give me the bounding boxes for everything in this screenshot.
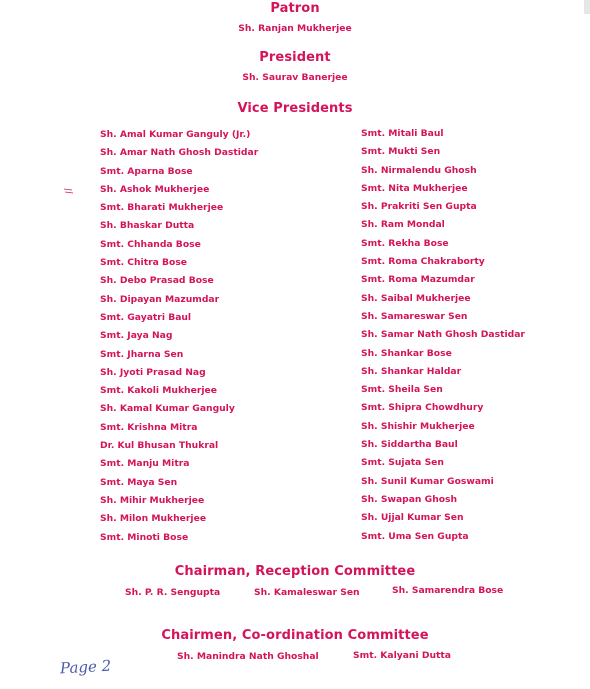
vp-name: Smt. Aparna Bose bbox=[100, 165, 193, 177]
vp-name: Smt. Jaya Nag bbox=[100, 330, 173, 342]
vp-name: Sh. Samar Nath Ghosh Dastidar bbox=[361, 329, 525, 341]
vp-name: Smt. Rekha Bose bbox=[361, 237, 449, 249]
president-heading: President bbox=[259, 50, 331, 65]
vp-name: Smt. Chitra Bose bbox=[100, 257, 188, 269]
vp-name: Sh. Debo Prasad Bose bbox=[100, 275, 214, 287]
vp-name: Smt. Manju Mitra bbox=[100, 458, 190, 470]
vp-name: Sh. Shankar Bose bbox=[361, 347, 452, 359]
vp-name: Sh. Sunil Kumar Goswami bbox=[361, 475, 494, 487]
patron-heading: Patron bbox=[270, 1, 320, 16]
coordination-name: Smt. Kalyani Dutta bbox=[353, 650, 451, 661]
vp-name: Smt. Maya Sen bbox=[100, 476, 178, 488]
patron-name: Sh. Ranjan Mukherjee bbox=[238, 23, 352, 34]
vice-presidents-left-column bbox=[100, 126, 258, 547]
vp-name: Sh. Ram Mondal bbox=[361, 219, 445, 231]
vp-name: Sh. Siddartha Baul bbox=[361, 439, 458, 451]
vp-name: Sh. Nirmalendu Ghosh bbox=[361, 164, 477, 176]
vp-name: Sh. Samareswar Sen bbox=[361, 310, 468, 322]
vp-name: Smt. Sujata Sen bbox=[361, 457, 444, 469]
vp-name: Sh. Kamal Kumar Ganguly bbox=[100, 403, 235, 415]
vp-name: Smt. Minoti Bose bbox=[100, 531, 189, 543]
vp-name: Smt. Shipra Chowdhury bbox=[361, 402, 484, 414]
vp-name: Smt. Gayatri Baul bbox=[100, 311, 192, 323]
vp-name: Sh. Mihir Mukherjee bbox=[100, 494, 205, 506]
vp-name: Smt. Bharati Mukherjee bbox=[100, 202, 224, 214]
reception-name: Sh. Samarendra Bose bbox=[392, 585, 504, 596]
vp-name: Smt. Nita Mukherjee bbox=[361, 182, 468, 194]
reception-name: Sh. Kamaleswar Sen bbox=[254, 587, 360, 598]
president-name: Sh. Saurav Banerjee bbox=[242, 72, 348, 83]
vp-name: Sh. Shishir Mukherjee bbox=[361, 420, 475, 432]
vp-name: Smt. Chhanda Bose bbox=[100, 238, 201, 250]
vp-name: Smt. Kakoli Mukherjee bbox=[100, 385, 217, 397]
reception-committee-heading: Chairman, Reception Committee bbox=[174, 564, 416, 579]
handwritten-page-note: Page 2 bbox=[59, 656, 112, 678]
vp-name: Sh. Swapan Ghosh bbox=[361, 493, 458, 505]
vp-name: Smt. Roma Mazumdar bbox=[361, 274, 475, 286]
vp-name: Sh. Amal Kumar Ganguly (Jr.) bbox=[100, 129, 251, 140]
coordination-name: Sh. Manindra Nath Ghoshal bbox=[177, 651, 319, 662]
vp-name: Sh. Shankar Haldar bbox=[361, 365, 462, 377]
vp-name: Sh. Saibal Mukherjee bbox=[361, 292, 471, 304]
vp-name: Smt. Sheila Sen bbox=[361, 384, 443, 396]
vp-name: Sh. Jyoti Prasad Nag bbox=[100, 366, 206, 378]
vp-name: Smt. Mukti Sen bbox=[361, 146, 441, 158]
vp-name: Sh. Dipayan Mazumdar bbox=[100, 293, 220, 305]
vp-name: Sh. Ashok Mukherjee bbox=[100, 183, 210, 195]
margin-pen-mark bbox=[64, 180, 74, 188]
vice-presidents-heading: Vice Presidents bbox=[237, 101, 353, 116]
vp-name: Sh. Ujjal Kumar Sen bbox=[361, 512, 464, 524]
vp-name: Dr. Kul Bhusan Thukral bbox=[100, 440, 219, 452]
vp-name: Smt. Jharna Sen bbox=[100, 348, 184, 360]
vp-name: Sh. Prakriti Sen Gupta bbox=[361, 201, 477, 213]
vp-name: Sh. Amar Nath Ghosh Dastidar bbox=[100, 147, 259, 159]
vp-name: Smt. Krishna Mitra bbox=[100, 421, 198, 433]
vp-name: Smt. Uma Sen Gupta bbox=[361, 530, 469, 542]
coordination-committee-heading: Chairmen, Co-ordination Committee bbox=[161, 628, 429, 643]
vice-presidents-right-column bbox=[361, 125, 525, 546]
vp-name: Sh. Milon Mukherjee bbox=[100, 513, 207, 525]
vp-name: Smt. Mitali Baul bbox=[361, 128, 444, 139]
reception-name: Sh. P. R. Sengupta bbox=[125, 587, 221, 598]
vp-name: Smt. Roma Chakraborty bbox=[361, 256, 485, 268]
vp-name: Sh. Bhaskar Dutta bbox=[100, 220, 195, 232]
